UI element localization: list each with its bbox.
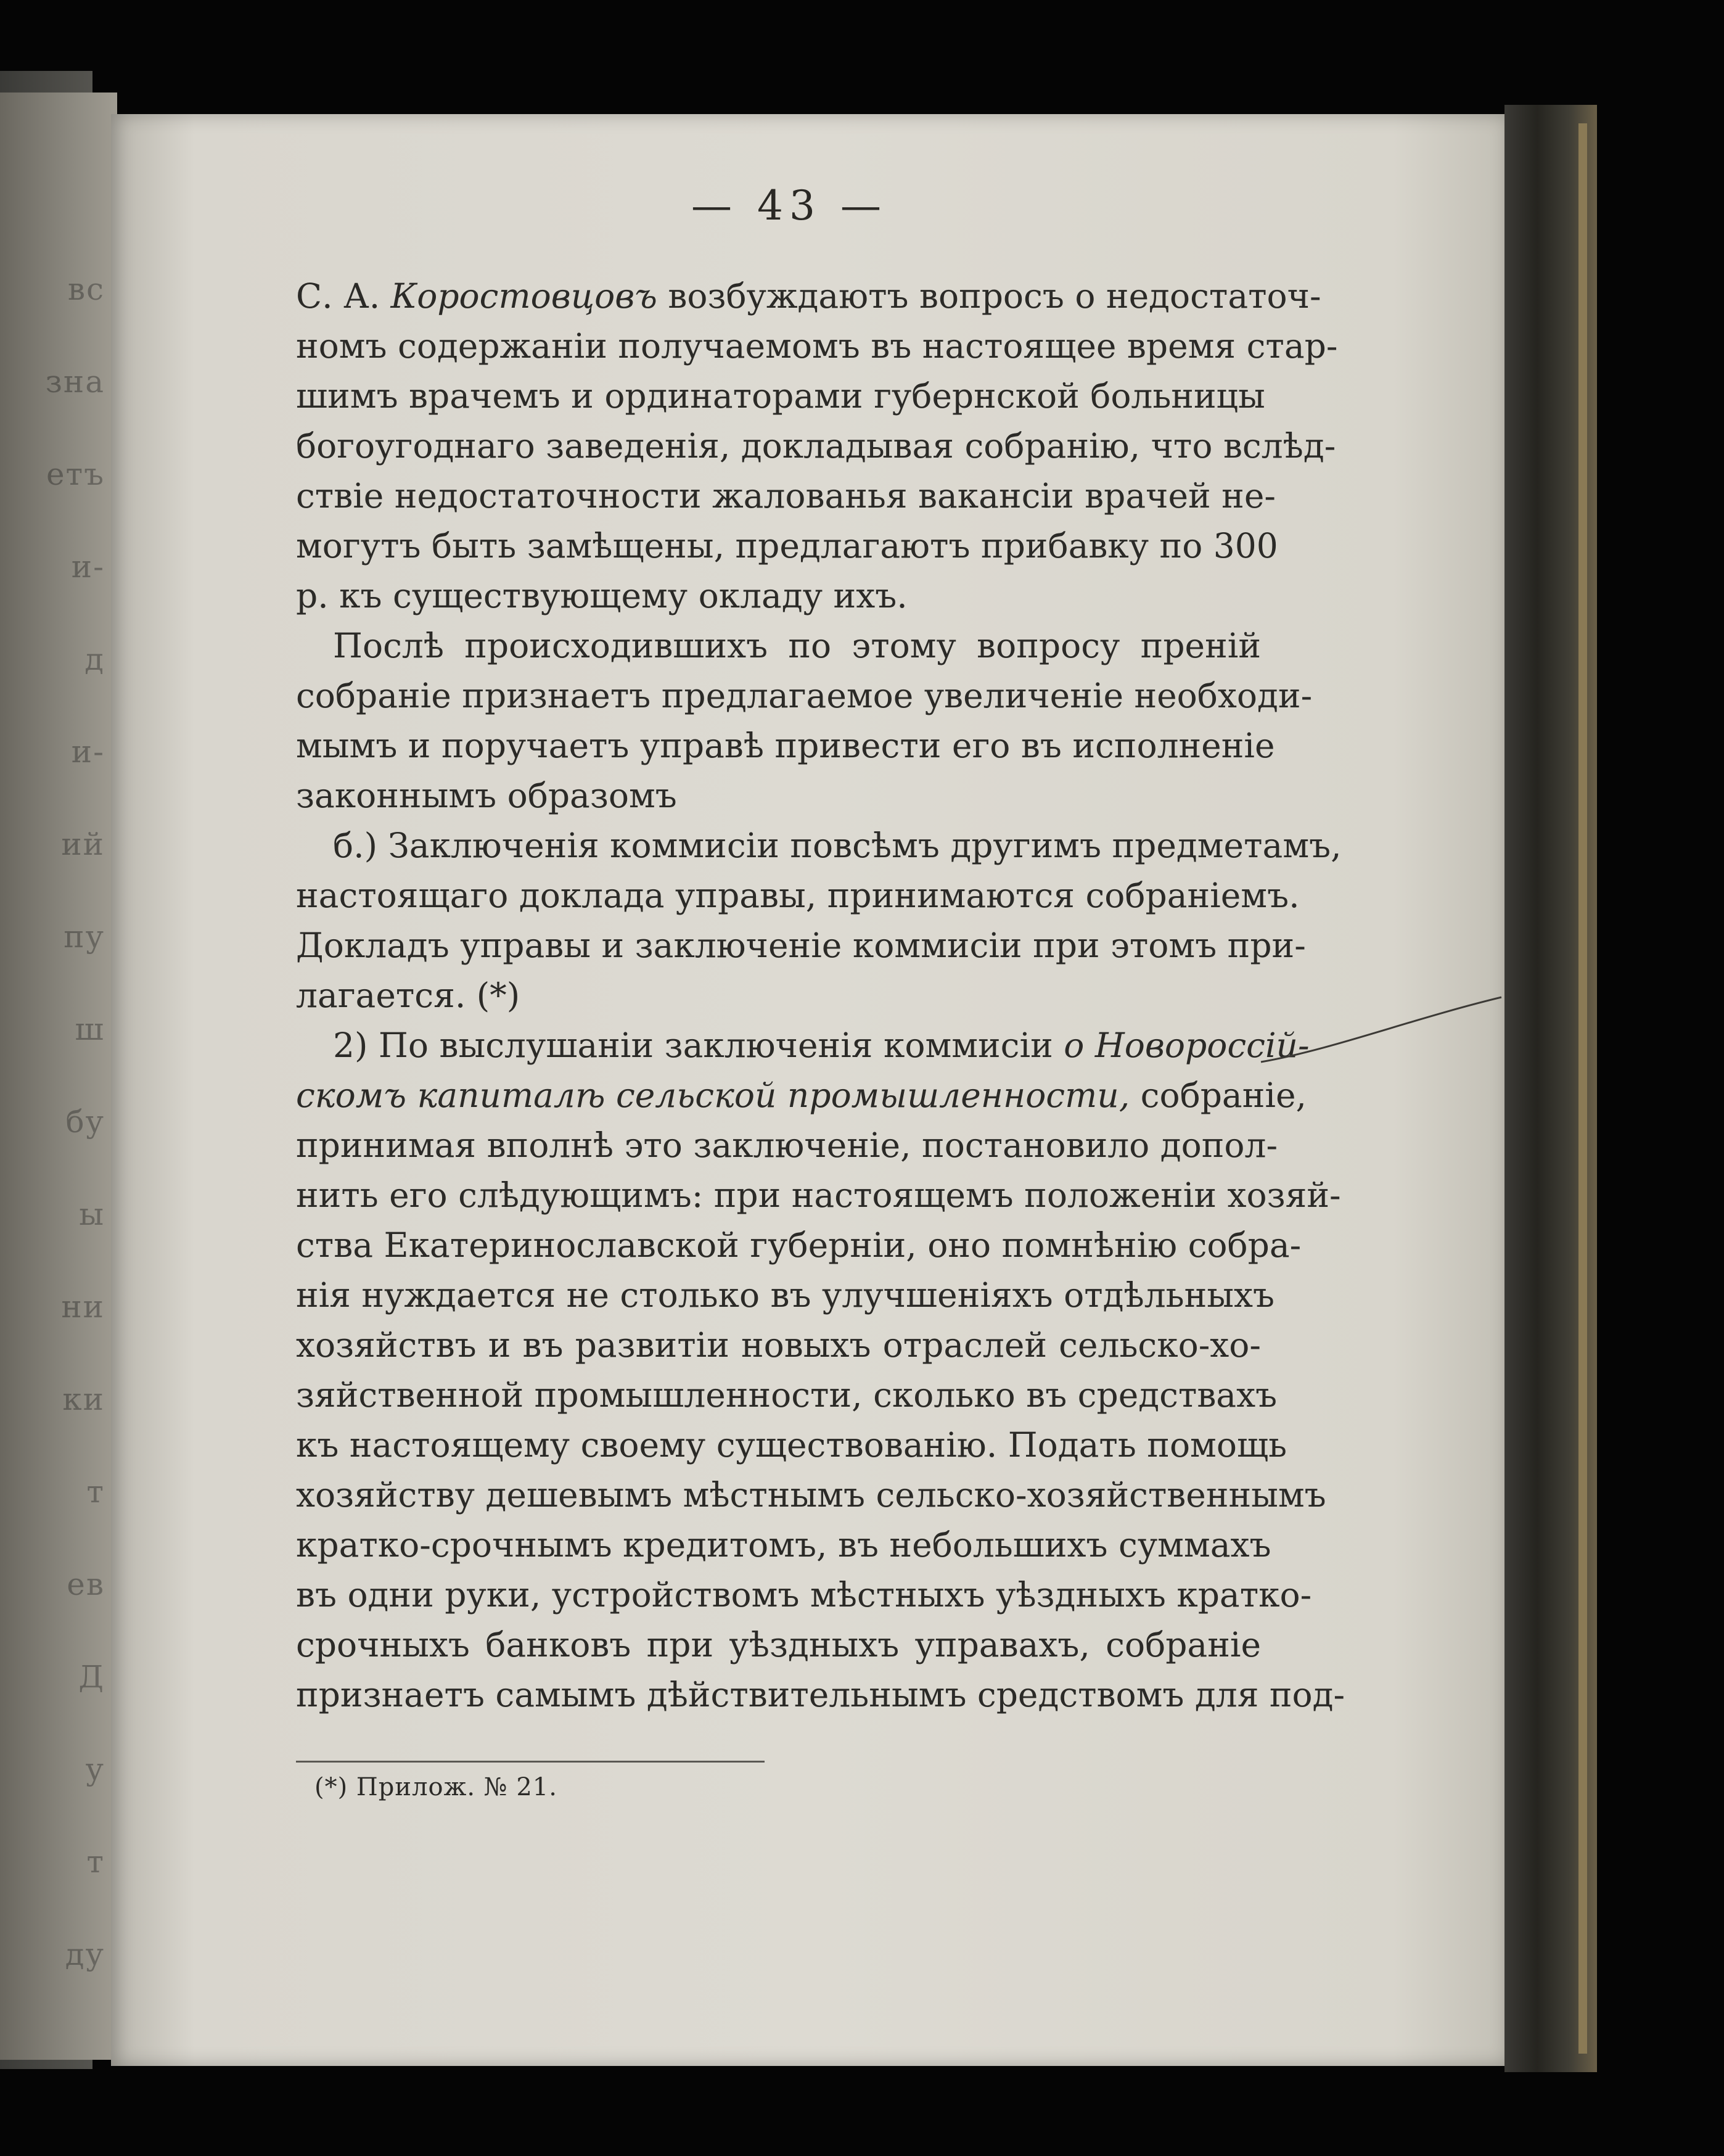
footnote: (*) Прилож. № 21. — [314, 1773, 557, 1801]
text-line: зяйственной промышленности, сколько въ средствахъ — [296, 1375, 1278, 1415]
left-page-fragment: ий — [61, 826, 105, 862]
left-page-fragment: и- — [71, 734, 105, 770]
text-line: р. къ существующему окладу ихъ. — [296, 576, 908, 615]
left-page-fragment: Д — [78, 1659, 105, 1695]
spine-edge — [1578, 123, 1587, 2054]
text-line: номъ содержанiи получаемомъ въ настоящее время стар- — [296, 326, 1338, 366]
text-line: собранiе признаетъ предлагаемое увеличенiе необходи- — [296, 676, 1313, 715]
body-text — [296, 271, 1345, 1720]
text-line: срочныхъ банковъ при уѣздныхъ управахъ, собранiе — [296, 1625, 1261, 1664]
left-page-fragment: пу — [64, 919, 105, 955]
left-page-fragment: т — [86, 1844, 105, 1880]
text-line: кратко-срочнымъ кредитомъ, въ небольшихъ суммахъ — [296, 1525, 1271, 1565]
text-line: Послѣ происходившихъ по этому вопросу пренiй — [333, 626, 1261, 665]
text-line: шимъ врачемъ и ординаторами губернской больницы — [296, 376, 1265, 416]
text-line: могутъ быть замѣщены, предлагаютъ прибавку по 300 — [296, 526, 1278, 566]
left-page-fragment: ни — [61, 1289, 105, 1325]
text-line: хозяйствъ и въ развитiи новыхъ отраслей сельско-хо- — [296, 1325, 1261, 1365]
left-page-fragment: ду — [65, 1936, 105, 1972]
left-page-fragment: д — [84, 641, 105, 677]
text-line: законнымъ образомъ — [296, 776, 677, 815]
text-line: настоящаго доклада управы, принимаются собранiемъ. — [296, 876, 1300, 915]
text-line: нить его слѣдующимъ: при настоящемъ положенiи хозяй- — [296, 1175, 1341, 1215]
text-line: признаетъ самымъ дѣйствительнымъ средствомъ для под- — [296, 1675, 1345, 1714]
text-line: С. А. Коростовцовъ возбуждаютъ вопросъ о недостаточ- — [296, 276, 1321, 316]
text-line: принимая вполнѣ это заключенiе, постановило допол- — [296, 1125, 1278, 1165]
text-line: богоугоднаго заведенiя, докладывая собранiю, что вслѣд- — [296, 426, 1336, 466]
pencil-mark — [1258, 994, 1504, 1068]
text-line: лагается. (*) — [296, 976, 520, 1015]
text-line: мымъ и поручаетъ управѣ привести его въ исполненiе — [296, 726, 1275, 765]
left-page-fragment: бу — [65, 1104, 105, 1140]
left-page-fragment: и- — [71, 549, 105, 585]
left-page-fragment: у — [85, 1751, 105, 1787]
text-line: въ одни руки, устройствомъ мѣстныхъ уѣздныхъ кратко- — [296, 1575, 1312, 1615]
left-page — [0, 93, 117, 2060]
text-line: б.) Заключенiя коммисiи повсѣмъ другимъ предметамъ, — [333, 826, 1342, 865]
left-page-fragment: етъ — [46, 456, 105, 492]
left-page-fragment: зна — [45, 364, 105, 400]
text-line: ствiе недостаточности жалованья вакансiи врачей не- — [296, 476, 1276, 516]
left-page-fragment: вс — [67, 271, 105, 307]
page-number: — 43 — — [691, 182, 887, 229]
left-page-fragment: ки — [62, 1381, 105, 1417]
left-page-fragment: ы — [79, 1196, 105, 1232]
text-line: къ настоящему своему существованiю. Подать помощь — [296, 1425, 1287, 1465]
text-line: 2) По выслушанiи заключенiя коммисiи о Новороссiй- — [333, 1026, 1310, 1065]
left-page-fragment: ш — [75, 1011, 105, 1047]
left-page-fragment: т — [86, 1474, 105, 1510]
text-line: Докладъ управы и заключенiе коммисiи при этомъ при- — [296, 926, 1306, 965]
footnote-rule — [296, 1761, 765, 1763]
text-line: ства Екатеринославской губернiи, оно помнѣнiю собра- — [296, 1225, 1302, 1265]
text-line: хозяйству дешевымъ мѣстнымъ сельско-хозяйственнымъ — [296, 1475, 1326, 1515]
text-line: скомъ капиталѣ сельской промышленности, собранiе, — [296, 1076, 1307, 1115]
text-line: нiя нуждается не столько въ улучшенiяхъ отдѣльныхъ — [296, 1275, 1275, 1315]
left-page-fragment: ев — [67, 1566, 105, 1602]
